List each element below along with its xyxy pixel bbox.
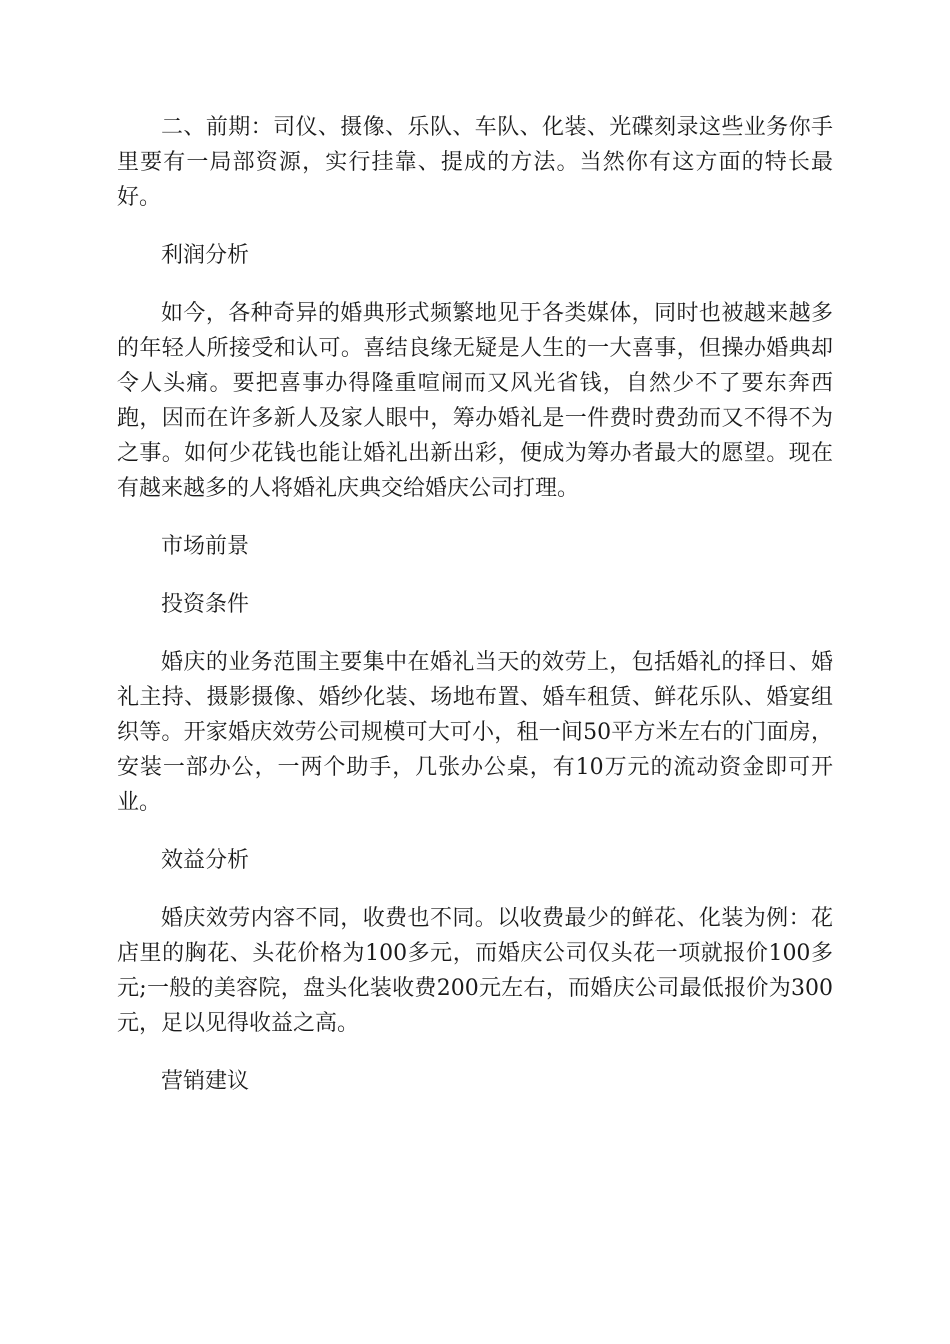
paragraph-profit-analysis: 如今，各种奇异的婚典形式频繁地见于各类媒体，同时也被越来越多的年轻人所接受和认可。喜结良缘无疑是人生的一大喜事，但操办婚典却令人头痛。要把喜事办得隆重喧闹而又风光省钱，自然少不了要东奔西跑，因而在许多新人及家人眼中，筹办婚礼是一件费时费劲而又不得不为之事。如何少花钱也能让婚礼出新出彩，便成为筹办者最大的愿望。现在有越来越多的人将婚礼庆典交给婚庆公司打理。	[117, 301, 833, 501]
heading-market-outlook: 市场前景	[161, 534, 250, 559]
document-page	[117, 110, 833, 1122]
heading-benefit-analysis: 效益分析	[161, 848, 250, 873]
paragraph-preparation-resources: 二、前期：司仪、摄像、乐队、车队、化装、光碟刻录这些业务你手里要有一局部资源，实行挂靠、提成的方法。当然你有这方面的特长最好。	[117, 115, 833, 210]
heading-investment-conditions: 投资条件	[161, 592, 250, 617]
paragraph-benefit-analysis: 婚庆效劳内容不同，收费也不同。以收费最少的鲜花、化装为例：花店里的胸花、头花价格为100多元，而婚庆公司仅头花一项就报价100多元;一般的美容院，盘头化装收费200元左右，而婚庆公司最低报价为300元，足以见得收益之高。	[117, 906, 833, 1036]
heading-marketing-suggestions: 营销建议	[161, 1069, 250, 1094]
heading-profit-analysis: 利润分析	[161, 243, 250, 268]
paragraph-investment-conditions: 婚庆的业务范围主要集中在婚礼当天的效劳上，包括婚礼的择日、婚礼主持、摄影摄像、婚纱化装、场地布置、婚车租赁、鲜花乐队、婚宴组织等。开家婚庆效劳公司规模可大可小，租一间50平方米左右的门面房，安装一部办公，一两个助手，几张办公桌，有10万元的流动资金即可开业。	[117, 650, 833, 815]
